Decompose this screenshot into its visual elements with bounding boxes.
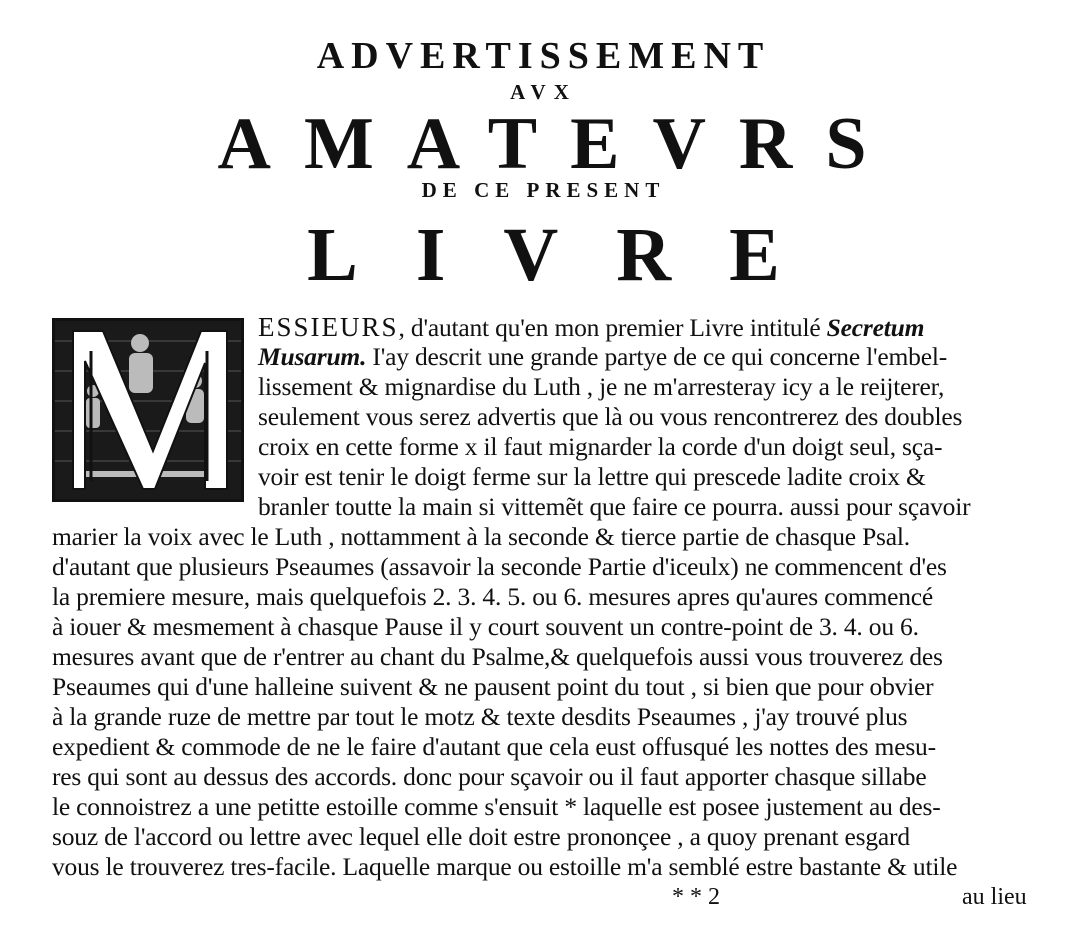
text-line-18: souz de l'accord ou lettre avec lequel elle doit estre prononçee , a quoy prenant esgard xyxy=(52,822,910,851)
catchword: au lieu xyxy=(962,884,1027,910)
decorated-initial-m xyxy=(52,318,244,502)
title-amateurs: AMATEVRS xyxy=(217,103,900,185)
text-line-14: à la grande ruze de mettre par tout le motz & texte desdits Pseaumes , j'ay trouvé plus xyxy=(52,702,908,731)
text-line-2 xyxy=(258,342,947,372)
text-line-8: marier la voix avec le Luth , nottamment à la seconde & tierce partie de chasque Psal. xyxy=(52,522,910,551)
text-line-5: croix en cette forme x il faut mignarder la corde d'un doigt seul, sça- xyxy=(258,432,943,461)
text-line-3: lissement & mignardise du Luth , je ne m'arresteray icy a le reijterer, xyxy=(258,372,945,401)
text-line-7: branler toutte la main si vittemẽt que faire ce pourra. aussi pour sçavoir xyxy=(258,492,971,521)
text-line-1 xyxy=(258,312,924,343)
text-line-4: seulement vous serez advertis que là ou vous rencontrerez des doubles xyxy=(258,402,963,431)
book-title-italic-1: Secretum xyxy=(826,313,925,342)
text-line-13: Pseaumes qui d'une halleine suivent & ne pausent point du tout , si bien que pour obvier xyxy=(52,672,934,701)
signature-mark: * * 2 xyxy=(672,884,720,910)
text-line-17: le connoistrez a une petitte estoille comme s'ensuit * laquelle est posee justement au des- xyxy=(52,792,941,821)
text-line-11: à iouer & mesmement à chasque Pause il y court souvent un contre-point de 3. 4. ou 6. xyxy=(52,612,919,641)
text-line-2-rest: I'ay descrit une grande partye de ce qui concerne l'embel- xyxy=(366,342,948,371)
text-line-19: vous le trouverez tres-facile. Laquelle marque ou estoille m'a semblé estre bastante & utile xyxy=(52,852,958,881)
title-de-ce-present: DE CE PRESENT xyxy=(421,178,666,202)
text-line-12: mesures avant que de r'entrer au chant du Psalme,& quelquefois aussi vous trouverez des xyxy=(52,642,943,671)
text-line-15: expedient & commode de ne le faire d'autant que cela eust offusqué les nottes des mesu- xyxy=(52,732,936,761)
title-aux: AVX xyxy=(510,80,577,104)
text-line-6: voir est tenir le doigt ferme sur la lettre qui prescede ladite croix & xyxy=(258,462,926,491)
title-advertissement: ADVERTISSEMENT xyxy=(316,35,771,77)
opening-word: ESSIEURS xyxy=(258,312,399,342)
text-line-16: res qui sont au dessus des accords. donc pour sçavoir ou il faut apporter chasque sillabe xyxy=(52,762,927,791)
book-title-italic-2: Musarum. xyxy=(258,342,367,371)
woodcut-illustration xyxy=(55,321,241,499)
text-line-9: d'autant que plusieurs Pseaumes (assavoir la seconde Partie d'iceulx) ne commencent d'es xyxy=(52,552,947,581)
title-livre: LIVRE xyxy=(307,213,838,297)
text-line-10: la premiere mesure, mais quelquefois 2. 3. 4. 5. ou 6. mesures apres qu'aures commencé xyxy=(52,582,934,611)
text-line-1-rest: , d'autant qu'en mon premier Livre intitulé xyxy=(398,313,827,342)
